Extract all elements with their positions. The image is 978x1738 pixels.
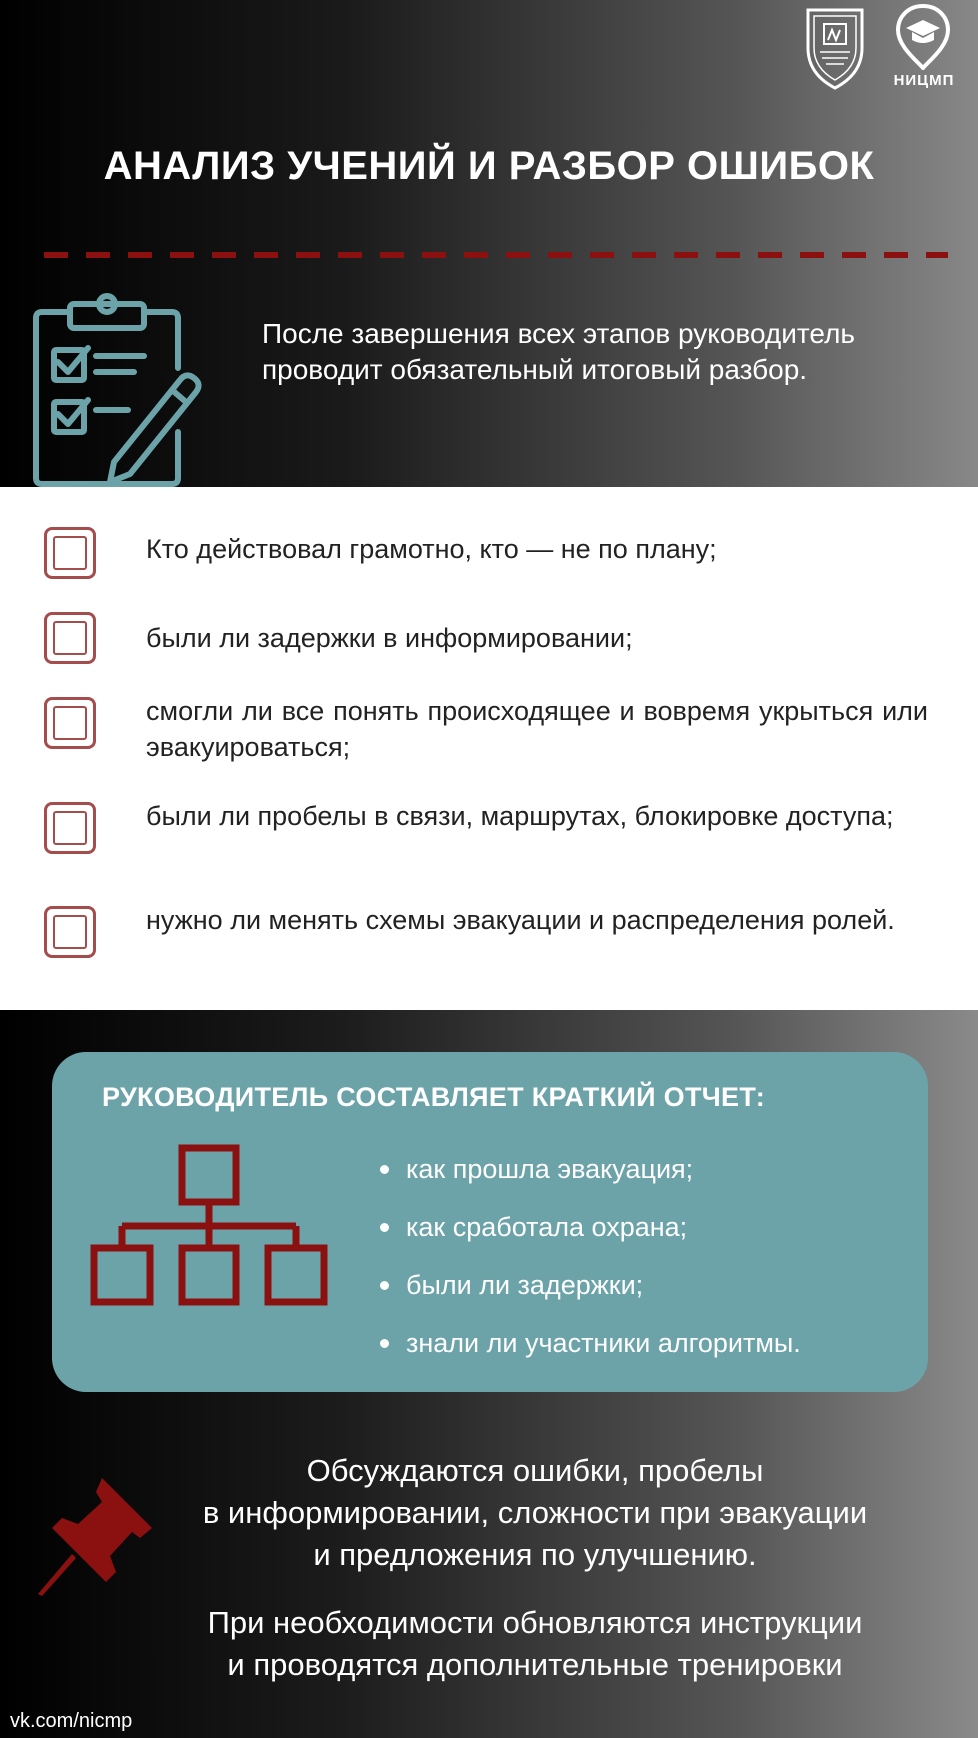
- checkbox-icon: [44, 697, 96, 749]
- discussion-line: в информировании, сложности при эвакуации: [202, 1495, 868, 1530]
- page-title: АНАЛИЗ УЧЕНИЙ И РАЗБОР ОШИБОК: [103, 144, 875, 188]
- report-list-item: как сработала охрана;: [378, 1210, 801, 1268]
- report-title: РУКОВОДИТЕЛЬ СОСТАВЛЯЕТ КРАТКИЙ ОТЧЕТ:: [102, 1082, 766, 1112]
- checkbox-icon: [44, 802, 96, 854]
- checkbox-icon: [44, 906, 96, 958]
- discussion-line: и предложения по улучшению.: [313, 1537, 757, 1572]
- update-text: [140, 1602, 930, 1686]
- push-pin-icon: [36, 1474, 156, 1600]
- list-item-label: Кто действовал грамотно, кто — не по плану;: [146, 534, 717, 564]
- update-line: и проводятся дополнительные тренировки: [227, 1647, 843, 1682]
- checkbox-icon: [44, 527, 96, 579]
- discussion-line: Обсуждаются ошибки, пробелы: [306, 1453, 764, 1488]
- brand-name: НИЦМП: [893, 72, 955, 89]
- discussion-text: [140, 1450, 930, 1576]
- report-list-item: как прошла эвакуация;: [378, 1152, 801, 1210]
- update-line: При необходимости обновляются инструкции: [207, 1605, 863, 1640]
- logos: [800, 2, 970, 94]
- graduation-cap-pin-icon: [894, 2, 952, 70]
- org-chart-icon: [82, 1142, 332, 1342]
- intro-text: После завершения всех этапов руководитель проводит обязательный итоговый разбор.: [262, 318, 855, 385]
- report-list-item: знали ли участники алгоритмы.: [378, 1326, 801, 1384]
- dashed-divider: [44, 252, 948, 258]
- list-item-label: нужно ли менять схемы эвакуации и распределения ролей.: [146, 905, 895, 935]
- clipboard-checklist-icon: [32, 292, 210, 488]
- list-item-label: были ли задержки в информировании;: [146, 623, 633, 653]
- footer-url: vk.com/nicmp: [10, 1710, 133, 1732]
- report-card: [52, 1052, 928, 1392]
- list-item-label: смогли ли все понять происходящее и вовремя укрыться или эвакуироваться;: [146, 696, 928, 762]
- list-item-label: были ли пробелы в связи, маршрутах, блокировке доступа;: [146, 801, 894, 831]
- checkbox-icon: [44, 612, 96, 664]
- report-list: [378, 1152, 801, 1384]
- report-list-item: были ли задержки;: [378, 1268, 801, 1326]
- shield-emblem-icon: [800, 4, 870, 90]
